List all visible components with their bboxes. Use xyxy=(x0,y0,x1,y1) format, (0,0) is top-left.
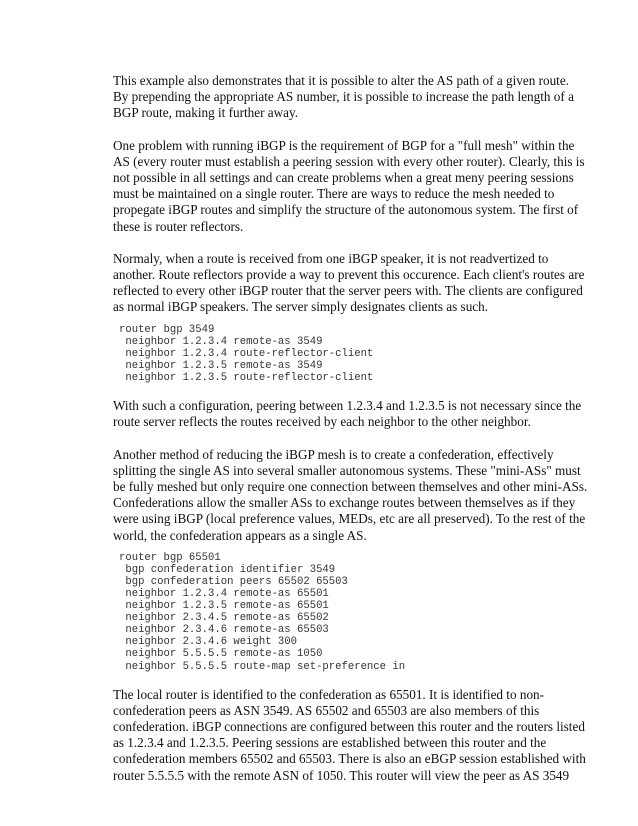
text-line: One problem with running iBGP is the requirement of BGP for a "full mesh" within the xyxy=(113,137,575,153)
text-line: these is router reflectors. xyxy=(113,218,244,234)
code-line: neighbor 5.5.5.5 route-map set-preference in xyxy=(119,660,406,673)
code-line: neighbor 2.3.4.6 weight 300 xyxy=(119,636,298,649)
code-line: bgp confederation identifier 3549 xyxy=(119,563,336,576)
text-line: Another method of reducing the iBGP mesh is to create a confederation, effectively xyxy=(113,446,554,462)
code-line: neighbor 1.2.3.5 remote-as 65501 xyxy=(119,600,329,613)
text-line: By prepending the appropriate AS number, it is possible to increase the path length of a xyxy=(113,89,574,105)
text-line: world, the confederation appears as a single AS. xyxy=(113,527,367,543)
text-line: confederation members 65502 and 65503. There is also an eBGP session established with xyxy=(113,751,586,767)
paragraph-confederation xyxy=(113,446,588,544)
paragraph-route-reflectors xyxy=(113,250,585,316)
code-line: router bgp 65501 xyxy=(119,551,221,564)
code-line: neighbor 1.2.3.4 remote-as 65501 xyxy=(119,588,329,601)
text-line: The local router is identified to the confederation as 65501. It is identified to non- xyxy=(113,686,545,702)
code-line: neighbor 5.5.5.5 remote-as 1050 xyxy=(119,648,323,661)
text-line: propegate iBGP routes and simplify the structure of the autonomous system. The first of xyxy=(113,202,579,218)
text-line: BGP route, making it further away. xyxy=(113,105,299,121)
text-line: splitting the single AS into several smaller autonomous systems. These "mini-ASs" must xyxy=(113,462,581,478)
text-line: route server reflects the routes received by each neighbor to the other neighbor. xyxy=(113,414,531,430)
text-line: were using iBGP (local preference values, MEDs, etc are all preserved). To the rest of the xyxy=(113,511,586,527)
code-line: neighbor 2.3.4.6 remote-as 65503 xyxy=(119,624,329,637)
text-line: AS (every router must establish a peering session with every other router). Clearly, this is xyxy=(113,153,585,169)
text-line: must be maintained on a single router. There are ways to reduce the mesh needed to xyxy=(113,186,555,202)
text-line: router 5.5.5.5 with the remote ASN of 1050. This router will view the peer as AS 3549 xyxy=(113,767,570,783)
document-body xyxy=(113,73,588,800)
text-line: as normal iBGP speakers. The server simply designates clients as such. xyxy=(113,299,489,315)
code-line: neighbor 2.3.4.5 remote-as 65502 xyxy=(119,612,329,625)
text-line: reflected to every other iBGP router that the server peers with. The clients are configured xyxy=(113,283,583,299)
code-line: neighbor 1.2.3.4 route-reflector-client xyxy=(119,347,374,360)
paragraph-confederation-explanation xyxy=(113,686,586,784)
code-line: neighbor 1.2.3.4 remote-as 3549 xyxy=(119,335,323,348)
paragraph-full-mesh xyxy=(113,137,585,235)
text-line: With such a configuration, peering between 1.2.3.4 and 1.2.3.5 is not necessary since the xyxy=(113,398,582,414)
text-line: not possible in all settings and can create problems when a great meny peering sessions xyxy=(113,170,574,186)
text-line: as 1.2.3.4 and 1.2.3.5. Peering sessions are established between this router and the xyxy=(113,735,547,751)
paragraph-reflector-result xyxy=(113,398,582,430)
text-line: Normaly, when a route is received from one iBGP speaker, it is not readvertized to xyxy=(113,250,549,266)
text-line: be fully meshed but only require one connection between themselves and other mini-ASs. xyxy=(113,478,588,494)
text-line: another. Route reflectors provide a way to prevent this occurence. Each client's routes are xyxy=(113,267,585,283)
paragraph-as-path xyxy=(113,73,574,122)
text-line: Confederations allow the smaller ASs to exchange routes between themselves as if they xyxy=(113,495,576,511)
text-line: This example also demonstrates that it is possible to alter the AS path of a given route. xyxy=(113,73,569,88)
code-line: router bgp 3549 xyxy=(119,323,215,336)
text-line: confederation. iBGP connections are configured between this router and the routers listed xyxy=(113,719,585,735)
code-line: neighbor 1.2.3.5 route-reflector-client xyxy=(119,372,374,385)
code-line: neighbor 1.2.3.5 remote-as 3549 xyxy=(119,359,323,372)
code-block-confederation xyxy=(119,552,565,673)
code-block-route-reflector xyxy=(119,324,565,384)
text-line: confederation peers as ASN 3549. AS 65502 and 65503 are also members of this xyxy=(113,702,540,718)
code-line: bgp confederation peers 65502 65503 xyxy=(119,575,348,588)
